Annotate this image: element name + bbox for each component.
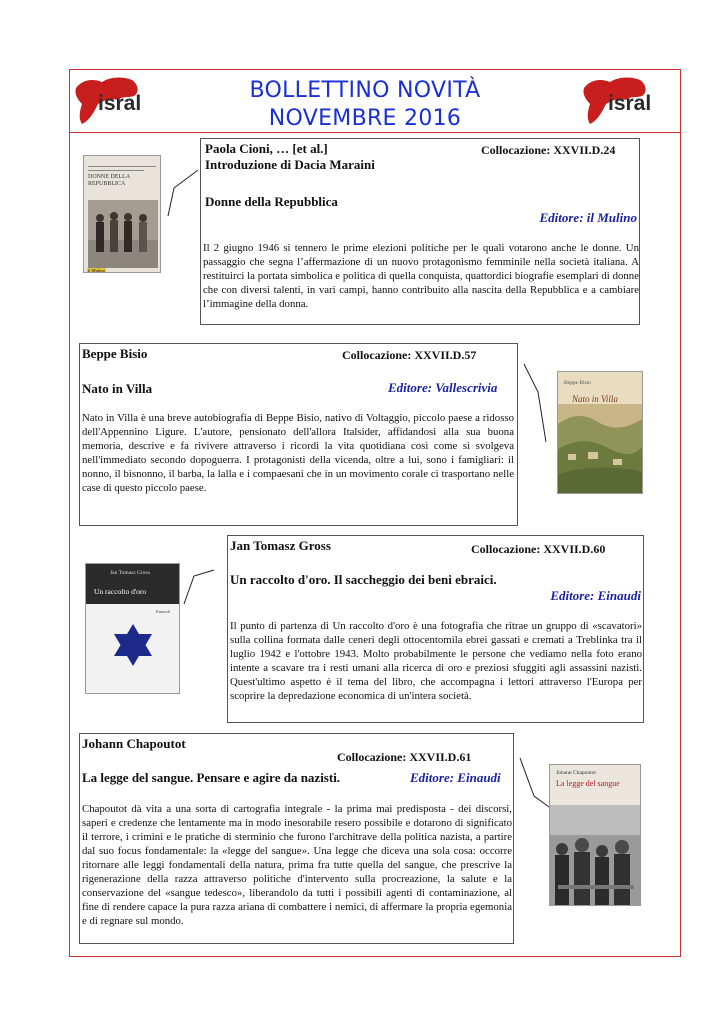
book-editor: Editore: il Mulino <box>539 210 637 225</box>
pointer-line <box>522 362 548 444</box>
cover-author: Beppe Bisio <box>564 380 592 386</box>
book-title: Un raccolto d'oro. Il saccheggio dei beni ebraici. <box>230 572 497 587</box>
crowd-photo-icon <box>550 805 641 906</box>
book-collocazione: Collocazione: XXVII.D.61 <box>337 750 472 764</box>
logo-text: isral <box>98 92 142 115</box>
cover-title: La legge del sangue <box>556 779 620 788</box>
pointer-line <box>180 566 216 606</box>
book-title: La legge del sangue. Pensare e agire da nazisti. <box>82 770 341 785</box>
isral-logo-right <box>580 74 652 130</box>
book-editor: Editore: Einaudi <box>550 588 641 603</box>
cover-publisher: Einaudi <box>156 609 170 614</box>
book-collocazione: Collocazione: XXVII.D.57 <box>342 348 477 362</box>
women-photo-icon <box>88 200 158 268</box>
book-title: Nato in Villa <box>82 381 153 396</box>
book-description: Chapoutot dà vita a una sorta di cartografia integrale - la prima mai predisposta - dei discorsi, saperi e credenze che lentamente ma in modo inesorabile resero possibile e dotarono di significato il terrore, i crimini e le pratiche di sterminio che furono l'architrave della politica nazista, a partire dal suo focus fondamentale: la «legge del sangue». Una legge che diceva una sola cosa: occorre ritornare alle leggi fondamentali della natura, prima fra tutte quella del sangue, che prescrive la rigenerazione della razza attraverso politiche d'intervento sulla procreazione, la salute e la conservazione del «sangue tedesco», liberandolo da tutti i possibili agenti di contaminazione, al fine di rendere capace la pura razza ariana di combattere i nemici, di affermare la propria egemonia e di regnare sul mondo. <box>82 803 512 927</box>
book-entry-4 <box>79 733 514 944</box>
book-description: Il 2 giugno 1946 si tennero le prime elezioni politiche per le quali votarono anche le donne. Un passaggio che segna l’affermazione di un nuovo protagonismo femminile nella società italiana. A restituirci la portata simbolica e politica di quella conquista, quattordici biografie esemplari di donne che con diversi talenti, in vari campi, hanno contribuito alla nascita della Repubblica e a cambiare l’immagine della donna. <box>203 242 639 310</box>
book-cover-donne-repubblica <box>83 155 161 273</box>
cover-title: Nato in Villa <box>572 394 618 404</box>
book-editor: Editore: Einaudi <box>410 770 501 785</box>
book-collocazione: Collocazione: XXVII.D.60 <box>471 542 606 556</box>
cover-publisher: il Mulino <box>88 268 105 273</box>
landscape-illustration-icon <box>558 404 643 494</box>
star-of-david-icon <box>112 622 154 668</box>
bulletin-subtitle: NOVEMBRE 2016 <box>268 106 462 131</box>
book-collocazione: Collocazione: XXVII.D.24 <box>481 143 616 157</box>
book-editor: Editore: Vallescrivia <box>388 380 498 395</box>
cover-title: Un raccolto d'oro <box>94 587 147 596</box>
cover-author: Johann Chapoutot <box>556 770 596 776</box>
book-cover-raccolto-oro <box>85 563 180 694</box>
book-title: Donne della Repubblica <box>205 194 338 209</box>
book-cover-nato-in-villa <box>557 371 643 494</box>
book-author: Johann Chapoutot <box>82 736 186 751</box>
logo-text: isral <box>608 92 652 115</box>
cover-author: Jan Tomasz Gross <box>110 570 150 576</box>
book-entry-1 <box>200 138 640 325</box>
header-divider <box>69 132 681 133</box>
pointer-line <box>160 168 200 218</box>
book-author: Paola Cioni, … [et al.] <box>205 141 328 156</box>
book-description: Nato in Villa è una breve autobiografia di Beppe Bisio, nativo di Voltaggio, piccolo paese a ridosso dell'Appennino Ligure. L'autore, pensionato dell'allora Italsider, affidandosi alla sua buona memoria, descrive e fa rivivere attraverso i ricordi la vita quotidiana così come si svolgeva nell'immediato secondo dopoguerra. I protagonisti della vicenda, oltre a lui, sono i famigliari: il nonno, il bisnonno, il barba, la lalla e i compaesani che in un movimento corale ci trasportano nelle case di questo piccolo paese. <box>82 412 514 494</box>
book-author: Jan Tomasz Gross <box>230 538 331 553</box>
book-intro: Introduzione di Dacia Maraini <box>205 157 375 172</box>
book-author: Beppe Bisio <box>82 346 148 361</box>
book-description: Il punto di partenza di Un raccolto d'oro è una fotografia che ritrae un gruppo di «scavatori» sulla collina formata dalle ceneri degli ottocentomila ebrei gassati e cremati a Treblinka tra il luglio 1942 e l'ottobre 1943. Molto probabilmente le persone che vediamo nella foto erano intente a scavare tra i resti umani alla ricerca di oro e preziosi sfuggiti agli assassini nazisti. Quest'ultimo aspetto è il tema del libro, che accompagna i lettori attraverso l'Europa per scoprire la depredazione economica di un'intera società. <box>230 620 642 702</box>
bulletin-title: BOLLETTINO NOVITÀ <box>249 78 481 103</box>
book-entry-2 <box>79 343 518 526</box>
isral-logo-left <box>72 74 144 130</box>
book-entry-3 <box>227 535 644 723</box>
cover-title: DONNE DELLA REPUBBLICA <box>88 174 130 187</box>
book-cover-legge-sangue <box>549 764 641 906</box>
